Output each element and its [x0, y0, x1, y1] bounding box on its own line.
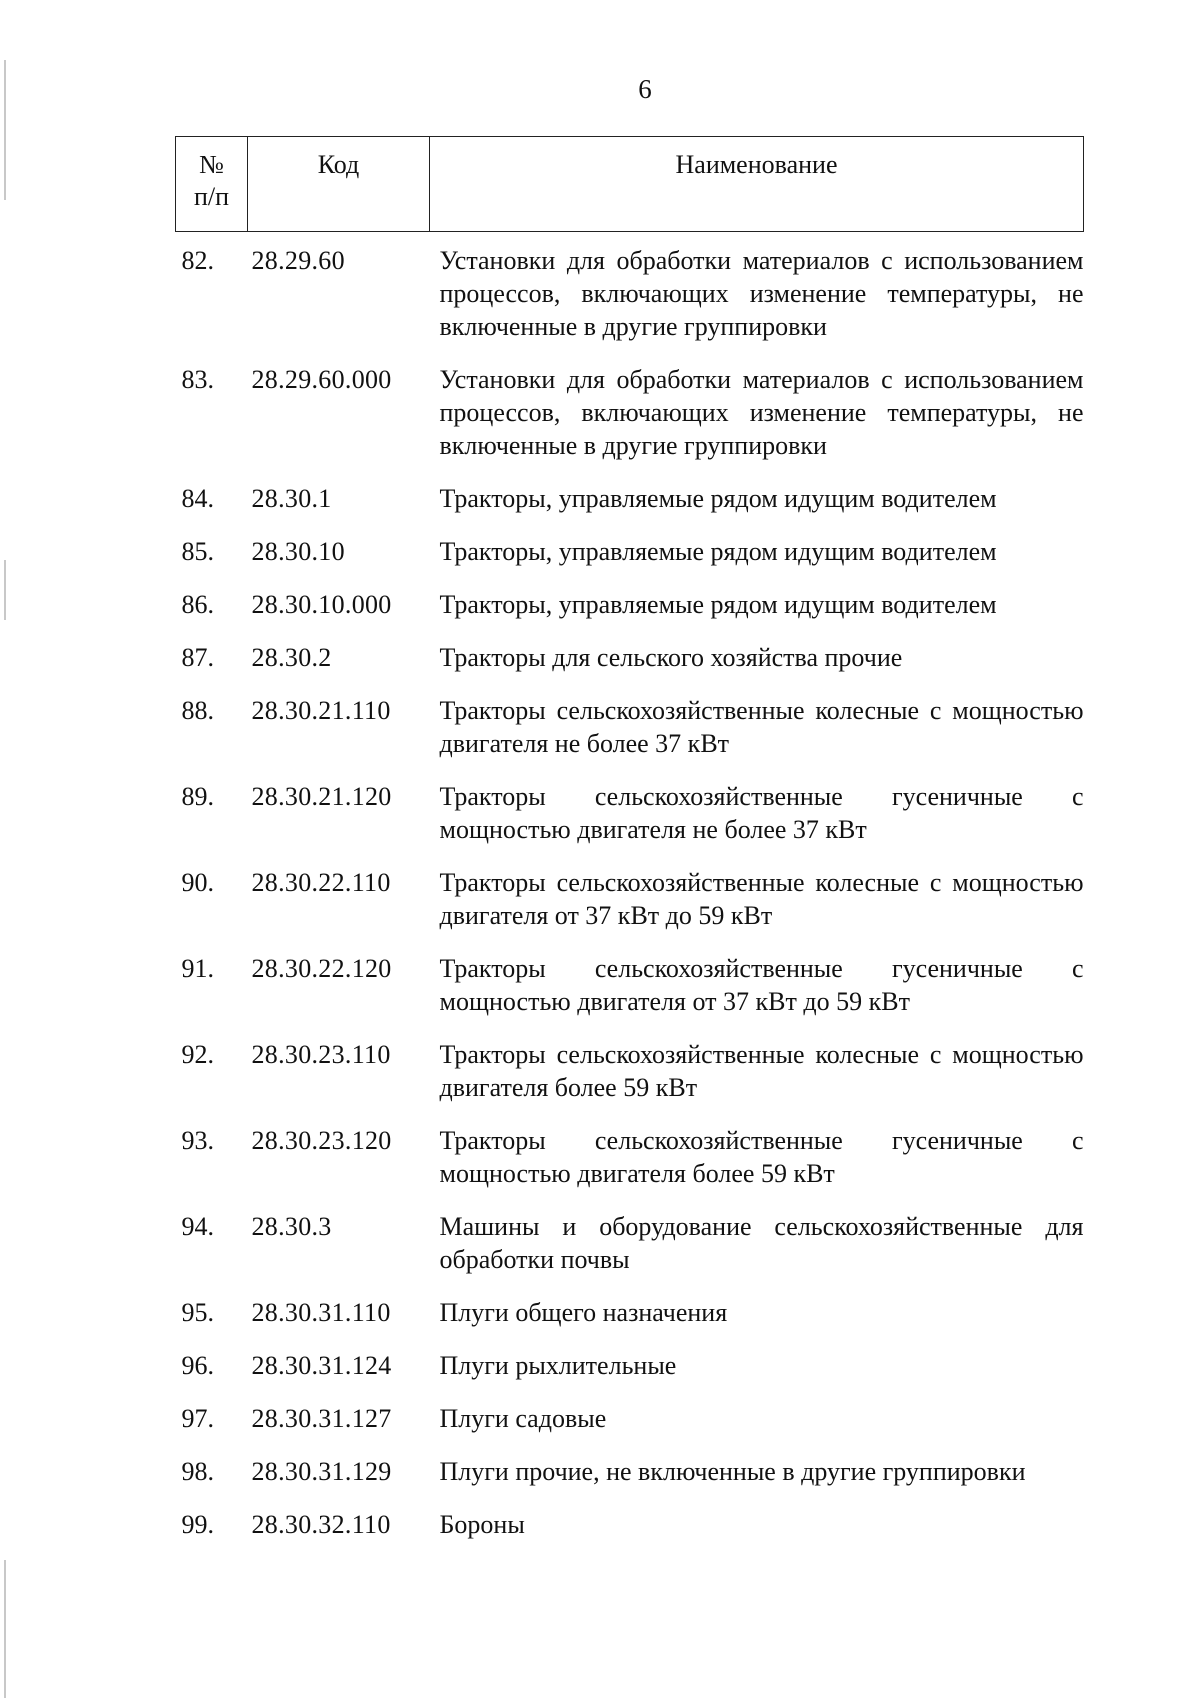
row-number: 83. [181, 365, 214, 394]
row-code: 28.30.31.110 [251, 1298, 391, 1327]
table-row [176, 1349, 1084, 1402]
row-number: 94. [181, 1212, 214, 1241]
scan-margin-line [4, 560, 6, 620]
row-code: 28.30.31.127 [251, 1404, 392, 1433]
table-row [176, 1402, 1084, 1455]
table-row [176, 641, 1084, 694]
row-name: Тракторы, управляемые рядом идущим водителем [439, 590, 997, 619]
row-number: 92. [181, 1040, 214, 1069]
row-number: 93. [181, 1126, 214, 1155]
row-number: 90. [181, 868, 214, 897]
table-row [176, 1296, 1084, 1349]
row-number: 82. [181, 246, 214, 275]
row-number: 95. [181, 1298, 214, 1327]
page-number: 6 [638, 74, 652, 104]
table-row [176, 363, 1084, 482]
header-number [176, 137, 248, 232]
row-number: 88. [181, 696, 214, 725]
header-number-abbrev: п/п [193, 182, 230, 211]
row-number: 98. [181, 1457, 214, 1486]
table-row [176, 1124, 1084, 1210]
row-number: 97. [181, 1404, 214, 1433]
row-code: 28.30.10 [251, 537, 345, 566]
row-code: 28.30.1 [251, 484, 332, 513]
table-row [176, 1210, 1084, 1296]
row-name: Тракторы сельскохозяйственные колесные с мощностью двигателя не более 37 кВт [439, 696, 1084, 758]
row-name: Тракторы для сельского хозяйства прочие [439, 643, 903, 672]
table-row [176, 1508, 1084, 1561]
row-name: Плуги садовые [439, 1404, 607, 1433]
table-row [176, 694, 1084, 780]
row-code: 28.30.21.120 [251, 782, 392, 811]
classification-table [175, 136, 1084, 1561]
row-name: Бороны [439, 1510, 525, 1539]
table-row [176, 952, 1084, 1038]
row-code: 28.30.31.124 [251, 1351, 392, 1380]
table-body [176, 232, 1084, 1562]
row-number: 96. [181, 1351, 214, 1380]
row-number: 99. [181, 1510, 214, 1539]
row-code: 28.30.32.110 [251, 1510, 391, 1539]
row-name: Машины и оборудование сельскохозяйственные для обработки почвы [439, 1212, 1084, 1274]
row-name: Тракторы, управляемые рядом идущим водителем [439, 537, 997, 566]
row-number: 85. [181, 537, 214, 566]
header-name: Наименование [430, 137, 1084, 232]
row-code: 28.30.21.110 [251, 696, 391, 725]
row-number: 87. [181, 643, 214, 672]
row-name: Тракторы сельскохозяйственные колесные с мощностью двигателя от 37 кВт до 59 кВт [439, 868, 1084, 930]
table-row [176, 1455, 1084, 1508]
row-code: 28.29.60 [251, 246, 345, 275]
table-header [176, 137, 1084, 232]
row-number: 91. [181, 954, 214, 983]
row-name: Установки для обработки материалов с использованием процессов, включающих изменение температуры, не включенные в другие группировки [439, 246, 1084, 341]
row-number: 89. [181, 782, 214, 811]
scan-margin-line [4, 1560, 6, 1698]
row-number: 86. [181, 590, 214, 619]
row-name: Плуги рыхлительные [439, 1351, 677, 1380]
table-row [176, 535, 1084, 588]
row-code: 28.30.3 [251, 1212, 332, 1241]
row-code: 28.30.23.110 [251, 1040, 391, 1069]
table-row [176, 232, 1084, 364]
row-name: Тракторы сельскохозяйственные колесные с мощностью двигателя более 59 кВт [439, 1040, 1084, 1102]
row-code: 28.30.10.000 [251, 590, 392, 619]
row-name: Тракторы сельскохозяйственные гусеничные с мощностью двигателя более 59 кВт [439, 1126, 1084, 1188]
row-name: Плуги прочие, не включенные в другие группировки [439, 1457, 1026, 1486]
row-code: 28.30.23.120 [251, 1126, 392, 1155]
row-name: Тракторы, управляемые рядом идущим водителем [439, 484, 997, 513]
row-name: Тракторы сельскохозяйственные гусеничные с мощностью двигателя от 37 кВт до 59 кВт [439, 954, 1084, 1016]
row-name: Плуги общего назначения [439, 1298, 728, 1327]
row-name: Установки для обработки материалов с использованием процессов, включающих изменение температуры, не включенные в другие группировки [439, 365, 1084, 460]
row-code: 28.30.31.129 [251, 1457, 392, 1486]
row-code: 28.30.22.120 [251, 954, 392, 983]
row-code: 28.30.2 [251, 643, 332, 672]
row-code: 28.30.22.110 [251, 868, 391, 897]
table-row [176, 482, 1084, 535]
table-row [176, 866, 1084, 952]
row-name: Тракторы сельскохозяйственные гусеничные с мощностью двигателя не более 37 кВт [439, 782, 1084, 844]
row-number: 84. [181, 484, 214, 513]
table-row [176, 780, 1084, 866]
header-code: Код [248, 137, 430, 232]
table-row [176, 1038, 1084, 1124]
row-code: 28.29.60.000 [251, 365, 392, 394]
header-number-symbol: № [199, 150, 224, 179]
table-row [176, 588, 1084, 641]
